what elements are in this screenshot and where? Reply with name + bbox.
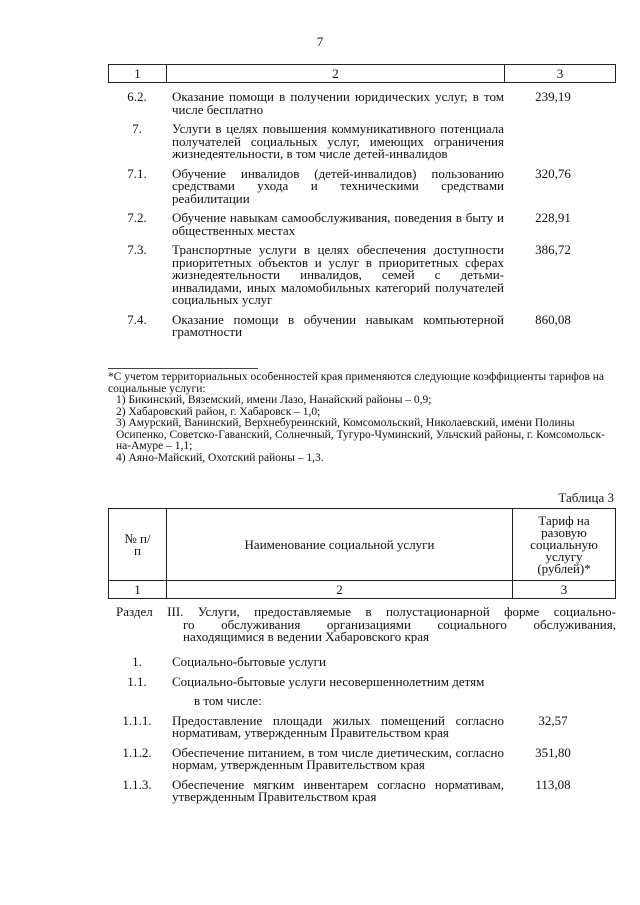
column-header-service-name: Наименование социальной услуги [167,509,513,581]
table-3 [108,508,616,599]
table-row [108,212,616,237]
row-number: 1.1.1. [122,712,152,728]
table-row [108,165,616,206]
services-list-b [108,656,616,811]
column-header-tariff: Тариф на разовую социальную услугу (рублей)* [513,509,616,581]
row-service-name: Предоставление площади жилых помещений согласно нормативам, утвержденным Правительством края [172,712,504,740]
table-row [108,91,616,116]
footnote-separator [108,368,258,369]
row-number: 7.2. [127,210,147,225]
row-service-name: Оказание помощи в обучении навыкам компьютерной грамотности [172,311,504,339]
row-tariff: 239,19 [535,89,571,104]
footnote-item: 1) Бикинский, Вяземский, имени Лазо, Нанайский районы – 0,9; [116,394,432,406]
row-tariff [504,123,616,161]
row-tariff [504,656,616,669]
row-service-name: в том числе: [194,693,262,708]
table-row [108,712,616,740]
row-tariff: 320,76 [535,165,571,181]
section-title [116,606,616,644]
table-row [108,744,616,772]
row-tariff: 228,91 [535,210,571,225]
row-number: 7.1. [127,165,147,181]
table-row [108,123,616,161]
column-index-3: 3 [513,581,616,599]
row-number: 1.1. [127,673,147,689]
column-header-number: № п/п [109,509,167,581]
row-number: 7. [132,121,142,136]
section-title-line: го обслуживания организациями социального обслуживания, [183,616,616,632]
row-service-name: Социально-бытовые услуги [172,654,326,669]
page-number: 7 [316,34,324,49]
column-index-1: 1 [109,581,167,599]
row-service-name: Транспортные услуги в целях обеспечения доступности приоритетных объектов и услуг в приоритетных сферах жизнедеятельности инвалидов, семей с детьми-инвалидами, иных маломобильных категорий получателей социальных услуг [172,242,504,307]
section-title-line: Раздел III. Услуги, предоставляемые в полустационарной форме социально- [116,604,616,619]
row-tariff: 386,72 [535,242,571,257]
row-number: 6.2. [127,89,147,104]
footnote-item: 3) Амурский, Ванинский, Верхнебуреинский, Комсомольский, Николаевский, имени Полины Осипенко, Советско-Гаванский, Солнечный, Тугуро-Чуминский, Ульчский районы, г. Комсомольск-на-Амуре – 1,1; [116,417,606,452]
footnote-item: 2) Хабаровский район, г. Хабаровск – 1,0; [116,405,321,418]
services-list-a [108,91,616,346]
row-tariff [504,695,616,708]
row-service-name: Обеспечение мягким инвентарем согласно нормативам, утвержденным Правительством края [172,776,504,804]
row-service-name: Обучение инвалидов (детей-инвалидов) пользованию средствами ухода и техническими средствами реабилитации [172,165,504,206]
table-row [108,311,616,339]
table-row [108,673,616,689]
table-row [108,244,616,307]
row-tariff: 860,08 [535,311,571,327]
column-index-2: 2 [167,65,505,83]
row-service-name: Оказание помощи в получении юридических услуг, в том числе бесплатно [172,89,504,117]
table-row [108,695,616,708]
row-number: 7.3. [127,242,147,257]
row-number [108,695,166,708]
table-row [108,776,616,804]
table-row [108,656,616,669]
row-tariff: 32,57 [538,712,568,728]
column-index-1: 1 [109,65,167,83]
footnote-intro: *С учетом территориальных особенностей края применяются следующие коэффициенты тарифов на социальные услуги: [108,371,605,395]
table-caption: Таблица 3 [558,490,614,505]
row-service-name: Социально-бытовые услуги несовершеннолетним детям [172,673,485,689]
column-index-2: 2 [167,581,513,599]
row-service-name: Обучение навыкам самообслуживания, поведения в быту и общественных местах [172,210,504,238]
row-tariff [504,676,616,689]
row-number: 1. [132,654,142,669]
column-index-3: 3 [505,65,616,83]
row-tariff: 113,08 [535,776,571,792]
footnote-item: 4) Аяно-Майский, Охотский районы – 1,3. [116,451,324,464]
row-number: 1.1.2. [122,744,152,760]
row-number: 7.4. [127,311,147,327]
row-service-name: Обеспечение питанием, в том числе диетическим, согласно нормам, утвержденным Правительством края [172,744,504,772]
row-service-name: Услуги в целях повышения коммуникативного потенциала получателей социальных услуг, имеющих ограничения жизнедеятельности, в том числе детей-инвалидов [172,121,504,161]
row-number: 1.1.3. [122,776,152,792]
section-title-line: находящимися в ведении Хабаровского края [183,629,430,644]
row-tariff: 351,80 [535,744,571,760]
footnote [108,372,614,464]
continued-table-header [108,64,616,83]
